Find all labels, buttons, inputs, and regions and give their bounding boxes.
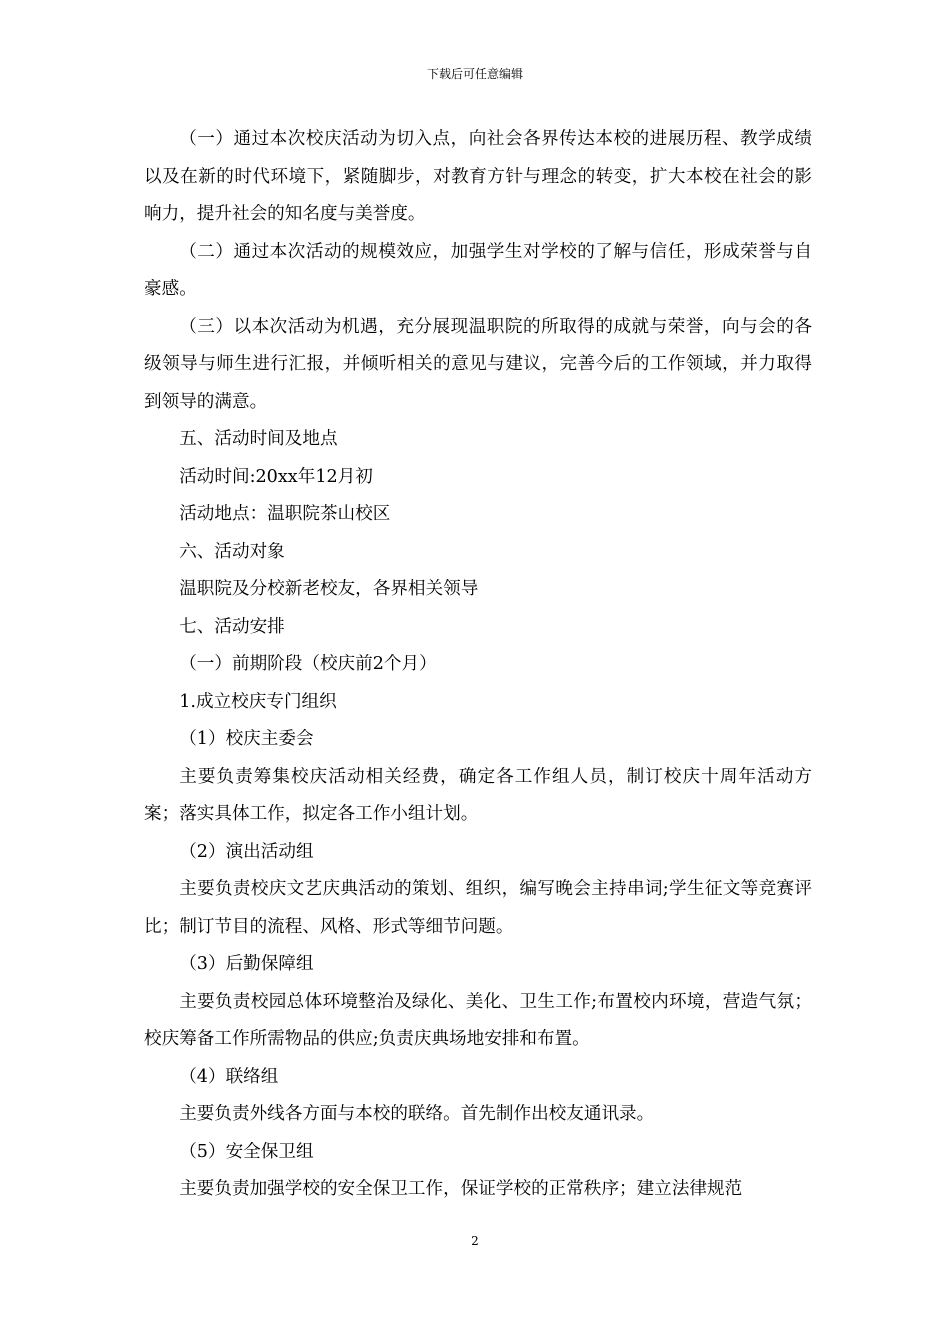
paragraph-goal-3: （三）以本次活动为机遇，充分展现温职院的所取得的成就与荣誉，向与会的各级领导与师生进行汇报，并倾听相关的意见与建议，完善今后的工作领域，并力取得到领导的满意。	[144, 316, 812, 412]
paragraph-logistics-group: 主要负责校园总体环境整治及绿化、美化、卫生工作;布置校内环境，营造气氛；校庆筹备工作所需物品的供应;负责庆典场地安排和布置。	[144, 991, 812, 1049]
paragraph-activity-time: 活动时间:20xx年12月初	[179, 466, 373, 487]
paragraph-activity-target: 温职院及分校新老校友，各界相关领导	[179, 579, 479, 599]
paragraph-performance-group: 主要负责校庆文艺庆典活动的策划、组织，编写晚会主持串词;学生征文等竞赛评比；制订节目的流程、风格、形式等细节问题。	[144, 879, 812, 937]
item-main-committee: （1）校庆主委会	[179, 729, 314, 749]
item-security-group: （5）安全保卫组	[179, 1141, 314, 1162]
subheading-early-stage: （一）前期阶段（校庆前2个月）	[179, 654, 437, 674]
paragraph-liaison-group: 主要负责外线各方面与本校的联络。首先制作出校友通讯录。	[179, 1104, 655, 1124]
item-establish-organization: 1.成立校庆专门组织	[179, 691, 337, 712]
page-header: 下载后可任意编辑	[426, 67, 523, 81]
document-body	[144, 121, 812, 1209]
item-liaison-group: （4）联络组	[179, 1066, 279, 1087]
paragraph-security-group: 主要负责加强学校的安全保卫工作，保证学校的正常秩序；建立法律规范	[179, 1179, 743, 1199]
item-logistics-group: （3）后勤保障组	[179, 954, 314, 974]
paragraph-main-committee: 主要负责筹集校庆活动相关经费，确定各工作组人员，制订校庆十周年活动方案；落实具体工作，拟定各工作小组计划。	[144, 766, 812, 824]
page-number: 2	[471, 1234, 479, 1248]
paragraph-goal-2: （二）通过本次活动的规模效应，加强学生对学校的了解与信任，形成荣誉与自豪感。	[144, 241, 812, 299]
heading-activity-target: 六、活动对象	[179, 541, 285, 562]
item-performance-group: （2）演出活动组	[179, 841, 314, 862]
heading-time-location: 五、活动时间及地点	[179, 429, 338, 449]
paragraph-goal-1: （一）通过本次校庆活动为切入点，向社会各界传达本校的进展历程、教学成绩以及在新的时代环境下，紧随脚步，对教育方针与理念的转变，扩大本校在社会的影响力，提升社会的知名度与美誉度。	[144, 129, 812, 224]
heading-activity-arrangement: 七、活动安排	[179, 616, 285, 637]
paragraph-activity-location: 活动地点：温职院茶山校区	[179, 504, 391, 524]
